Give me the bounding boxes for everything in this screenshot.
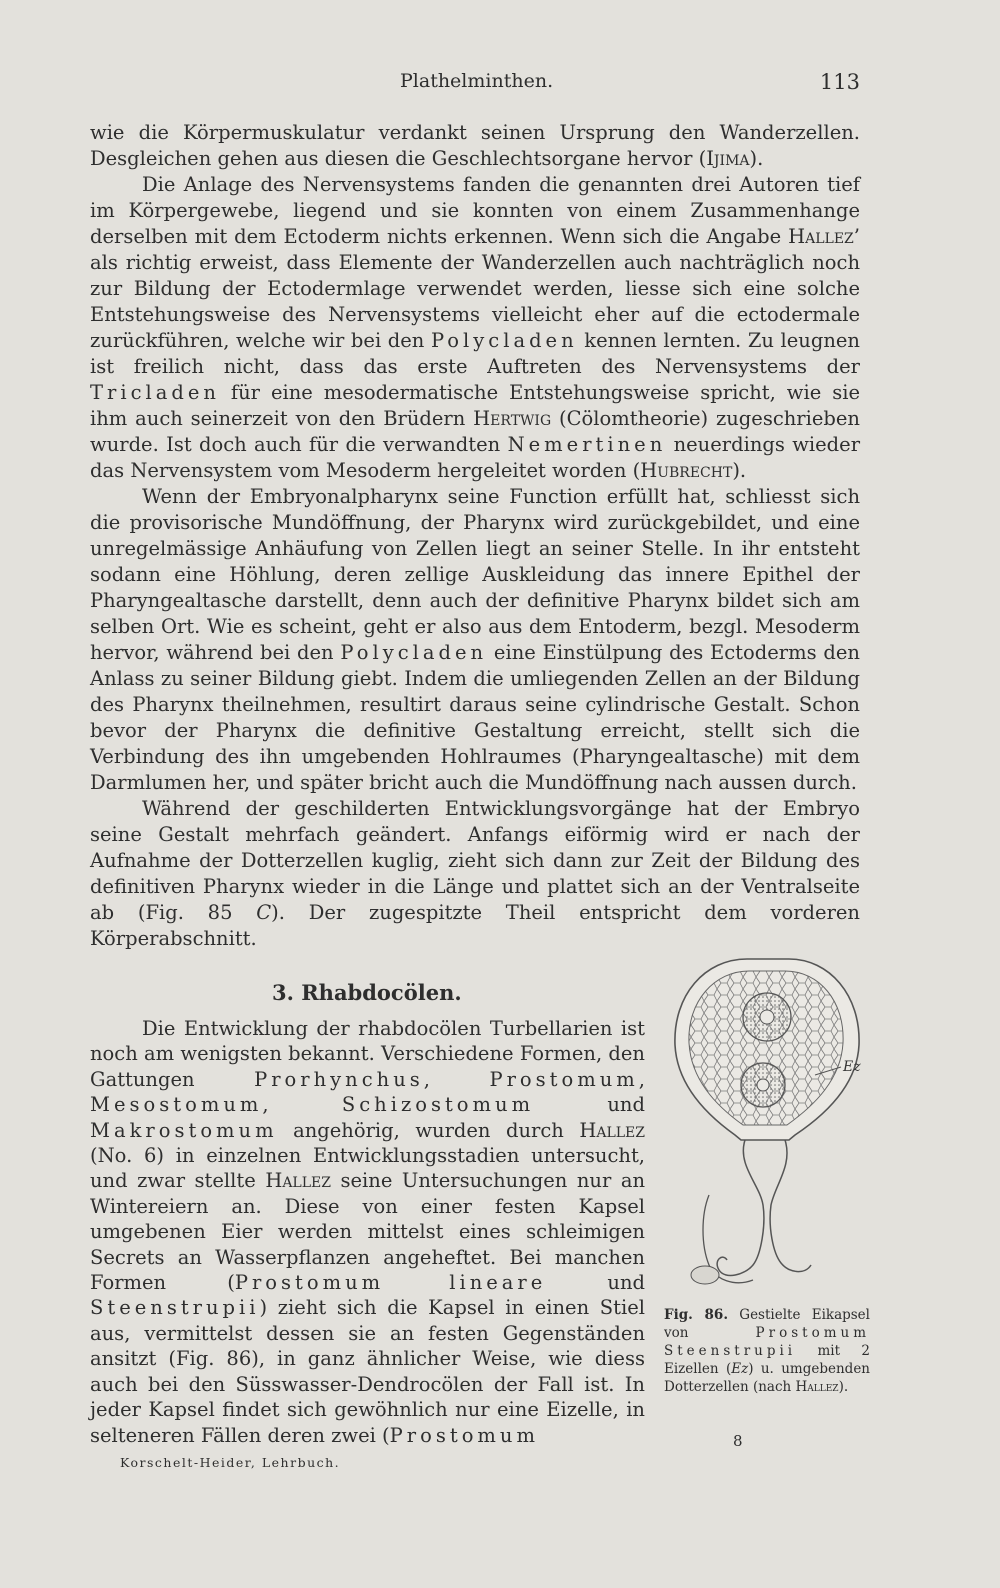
text-run: kennen lernten. Zu leugnen ist freilich nicht, dass das erste Auftreten des Nervensystems der xyxy=(90,329,860,378)
author-name: Hallez xyxy=(795,1379,839,1395)
running-title: Plathelminthen. xyxy=(400,70,554,92)
egg-capsule-illustration xyxy=(665,935,870,1295)
text-run: Während der geschilderten Entwicklungsvorgänge hat der Embryo seine Gestalt mehrfach geändert. Anfangs eiförmig wird er nach der Aufnahme der Dotterzellen kuglig, zieht sich dann zur Zeit der Bildung des definitiven Pharynx wieder in die Länge und plattet sich an der Ventralseite ab (Fig. 85 xyxy=(90,797,860,924)
text-run: seine Untersuchungen nur an Wintereiern an. Diese von einer festen Kapsel umgebenen Eier werden mittelst eines schleimigen Secrets an Wasserpflanzen angeheftet. Bei manchen Formen ( xyxy=(90,1169,645,1295)
text-run: eine Einstülpung des Ectoderms den Anlass zu seiner Bildung giebt. Indem die umliegenden Zellen an der Bildung des Pharynx theilnehmen, resultirt daraus seine cylindrische Gestalt. Schon bevor der Pharynx die definitive Gestaltung erreicht, stellt sich die Verbindung des ihn umgebenden Hohlraumes (Pharyngealtasche) mit dem Darmlumen her, und später bricht auch die Mundöffnung nach aussen durch. xyxy=(90,641,860,794)
text-run: ). xyxy=(749,147,764,170)
text-run: Gestielte Eikapsel von xyxy=(664,1307,870,1341)
figure-caption xyxy=(664,1306,870,1396)
spaced-taxon: Schizostomum xyxy=(341,1093,535,1117)
text-run: wie die Körpermuskulatur verdankt seinen Ursprung den Wanderzellen. Desgleichen gehen aus diesen die Geschlechtsorgane hervor ( xyxy=(90,121,860,170)
italic-text: Ez xyxy=(731,1361,749,1377)
book-footer: Korschelt-Heider, Lehrbuch. xyxy=(120,1455,341,1470)
spaced-taxon: Prostomum Steenstrupii xyxy=(664,1325,870,1359)
spaced-taxon: Makrostomum xyxy=(90,1118,278,1142)
page-number: 113 xyxy=(819,70,860,94)
paragraph xyxy=(90,484,860,796)
spaced-taxon: Nemertinen xyxy=(507,433,667,456)
text-run: Die Anlage des Nervensystems fanden die genannten drei Autoren tief im Körpergewebe, liegend und sie konnten von einem Zusammenhange derselben mit dem Ectoderm nichts erkennen. Wenn sich die Angabe xyxy=(90,173,860,248)
author-name: Hallez xyxy=(579,1118,645,1142)
text-run: Wenn der Embryonalpharynx seine Function erfüllt hat, schliesst sich die provisorische Mundöffnung, der Pharynx wird zurückgebildet, und eine unregelmässige Anhäufung von Zellen liegt an seiner Stelle. In ihr entsteht sodann eine Höhlung, deren zellige Auskleidung das innere Epithel der Pharyngealtasche darstellt, denn auch der definitive Pharynx bildet sich am selben Ort. Wie es scheint, geht er also aus dem Entoderm, bezgl. Mesoderm hervor, während bei den xyxy=(90,485,860,664)
spaced-taxon: Prostomum lineare xyxy=(234,1271,547,1295)
spaced-taxon: Prostomum xyxy=(389,1423,539,1447)
spaced-taxon: Prostomum xyxy=(489,1067,639,1091)
author-name: Hertwig xyxy=(473,407,552,430)
running-header xyxy=(90,70,860,100)
spaced-taxon: Mesostomum xyxy=(90,1093,263,1117)
paragraph xyxy=(90,796,860,952)
author-name: Hallez xyxy=(788,225,854,248)
author-name: Hubrecht xyxy=(640,459,733,482)
text-run: , xyxy=(638,1067,645,1091)
text-run: , xyxy=(423,1067,490,1091)
spaced-taxon: Prorhynchus xyxy=(254,1067,424,1091)
spaced-taxon: Polycladen xyxy=(340,641,488,664)
text-run: (Cölomtheorie) zugeschrieben wurde. Ist doch auch für die verwandten xyxy=(90,407,860,456)
spaced-taxon: Polycladen xyxy=(430,329,578,352)
italic-text: C xyxy=(256,901,272,924)
text-run: neuerdings wieder das Nervensystem vom Mesoderm hergeleitet worden ( xyxy=(90,433,861,482)
text-run: ). xyxy=(732,459,747,482)
paragraph xyxy=(90,1016,645,1448)
text-run: ). xyxy=(838,1379,849,1395)
sheet-signature: 8 xyxy=(733,1432,743,1450)
paragraph xyxy=(90,120,860,172)
capsule-stalk xyxy=(717,1140,811,1275)
figure-label-ez: Ez xyxy=(843,1059,861,1075)
text-run: ’ als richtig erweist, dass Elemente der Wanderzellen auch nachträglich noch zur Bildung der Ectodermlage verwendet werden, liesse sich eine solche Entstehungsweise des Nervensystems vielleicht eher auf die ectodermale zurückführen, welche wir bei den xyxy=(90,225,860,352)
figure-number: Fig. 86. xyxy=(664,1307,729,1323)
section-text xyxy=(90,1016,645,1448)
text-run: ) u. umgebenden Dotterzellen (nach xyxy=(664,1361,870,1395)
text-run: ) zieht sich die Kapsel in einen Stiel aus, vermittelst dessen sie an festen Gegenständen ansitzt (Fig. 86), in ganz ähnlicher Weise, wie diess auch bei den Süsswasser-Dendrocölen der Fall ist. In jeder Kapsel findet sich gewöhnlich nur eine Eizelle, in selteneren Fällen deren zwei ( xyxy=(90,1296,645,1447)
text-run: Die Entwicklung der rhabdocölen Turbellarien ist noch am wenigsten bekannt. Verschiedene Formen, den Gattungen xyxy=(90,1017,645,1091)
text-run: , xyxy=(262,1093,342,1117)
text-run: für eine mesodermatische Entstehungsweise spricht, wie sie ihm auch seinerzeit von den Brüdern xyxy=(90,381,860,430)
text-run: angehörig, wurden durch xyxy=(277,1118,580,1142)
section-heading: 3. Rhabdocölen. xyxy=(272,980,462,1005)
spaced-taxon: Steenstrupii xyxy=(90,1296,260,1320)
figure-egg-capsule xyxy=(665,935,870,1295)
text-run: ). Der zugespitzte Theil entspricht dem vorderen Körperabschnitt. xyxy=(90,901,860,950)
author-name: Hallez xyxy=(265,1169,331,1193)
author-name: Ijima xyxy=(706,147,750,170)
text-run: mit 2 Eizellen ( xyxy=(664,1343,870,1377)
text-run: (No. 6) in einzelnen Entwicklungsstadien untersucht, und zwar stellte xyxy=(90,1144,645,1193)
text-run: und xyxy=(534,1093,645,1117)
paragraph xyxy=(90,172,860,484)
spaced-taxon: Tricladen xyxy=(90,381,220,404)
text-run: und xyxy=(546,1271,645,1295)
body-text xyxy=(90,120,860,952)
